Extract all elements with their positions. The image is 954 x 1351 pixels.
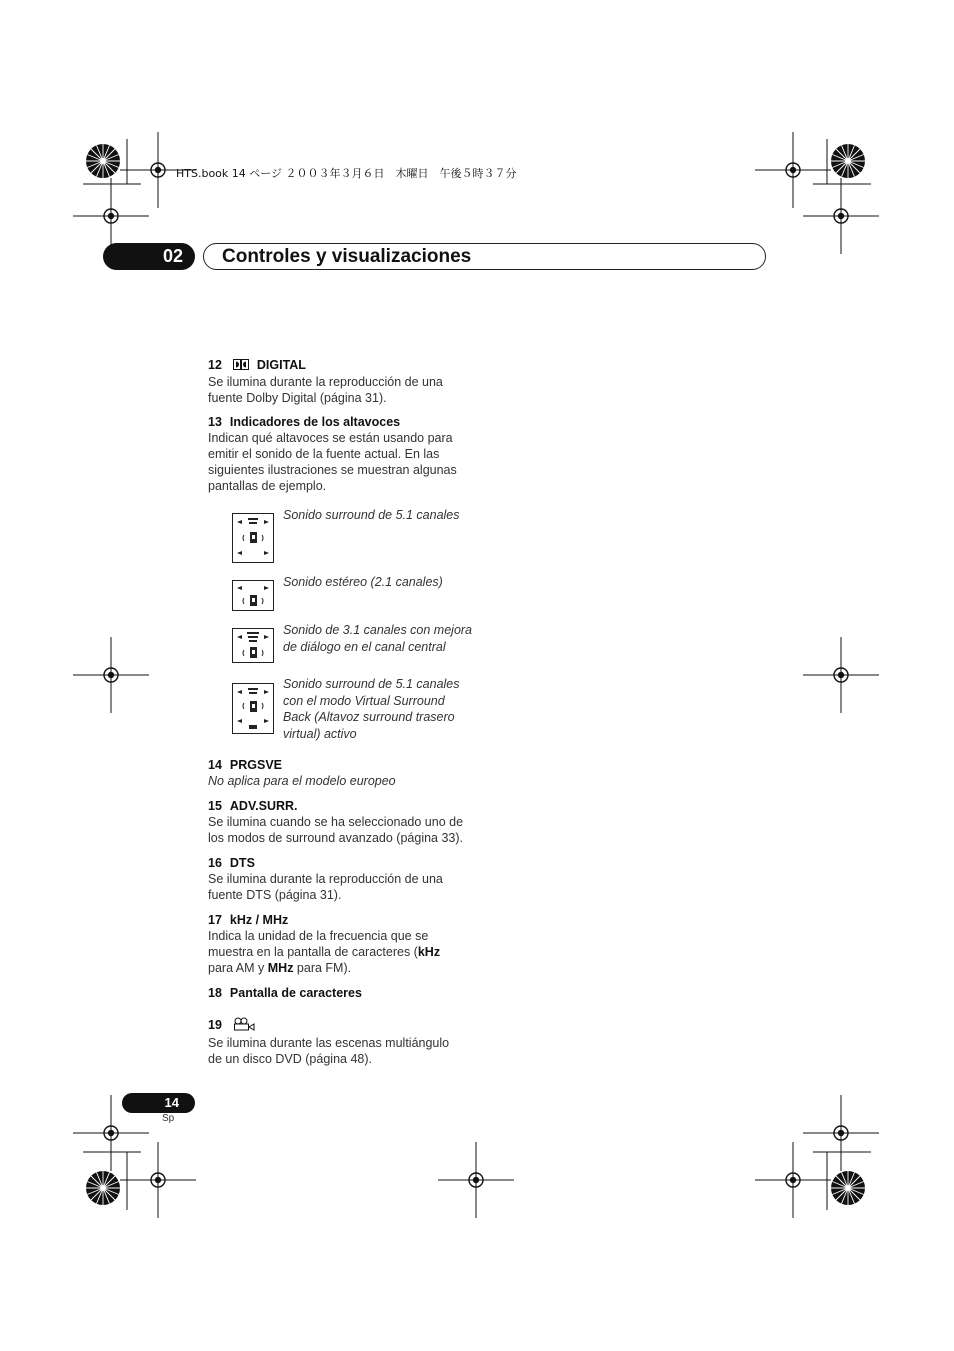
- language-code: Sp: [162, 1113, 175, 1124]
- page-number-badge: 14: [122, 1093, 195, 1113]
- caption-line: Sonido estéreo (2.1 canales): [283, 575, 443, 589]
- unit-khz: kHz: [417, 945, 441, 959]
- text-line: Se ilumina cuando se ha seleccionado uno de: [208, 815, 464, 829]
- item-13: [208, 414, 498, 494]
- item-18-title: Pantalla de caracteres: [229, 986, 362, 1000]
- item-15-desc: [208, 814, 508, 846]
- item-18-heading: [208, 985, 498, 1001]
- text-line: pantallas de ejemplo.: [208, 479, 327, 493]
- speaker-example-3-caption: [283, 622, 472, 655]
- item-14-heading: [208, 757, 498, 773]
- item-14-desc: No aplica para el modelo europeo: [208, 774, 396, 788]
- text-line: de un disco DVD (página 48).: [208, 1052, 372, 1066]
- text-line: Se ilumina durante la reproducción de una: [208, 872, 443, 886]
- text-line: fuente Dolby Digital (página 31).: [208, 391, 387, 405]
- item-14-title: PRGSVE: [229, 758, 283, 772]
- item-17-heading: [208, 912, 498, 928]
- text-span: muestra en la pantalla de caracteres (: [208, 945, 418, 959]
- caption-line: con el modo Virtual Surround: [283, 693, 445, 708]
- text-line: siguientes ilustraciones se muestran algunas: [208, 463, 457, 477]
- speaker-2-1-icon: [232, 580, 274, 616]
- item-16-title: DTS: [229, 856, 255, 870]
- item-12: [208, 357, 498, 406]
- speaker-example-4-caption: [283, 676, 460, 742]
- item-15-title: ADV.SURR.: [229, 799, 298, 813]
- chapter-number-badge: 02: [103, 243, 195, 270]
- item-number: 14: [208, 758, 222, 772]
- caption-line: de diálogo en el canal central: [283, 639, 446, 654]
- item-16: [208, 855, 498, 903]
- caption-line: virtual) activo: [283, 726, 357, 741]
- text-line: emitir el sonido de la fuente actual. En las: [208, 447, 440, 461]
- print-header-file-info: HTS.book 14 ページ ２００３年３月６日 木曜日 午後５時３７分: [176, 167, 517, 180]
- item-13-title: Indicadores de los altavoces: [229, 415, 401, 429]
- caption-line: Sonido surround de 5.1 canales: [283, 508, 460, 522]
- text-line: Indica la unidad de la frecuencia que se: [208, 929, 429, 943]
- item-19-heading: [208, 1017, 498, 1035]
- item-number: 12: [208, 358, 222, 372]
- item-17-desc: [208, 928, 498, 976]
- speaker-5-1-virtual-back-icon: [232, 683, 274, 739]
- text-line: fuente DTS (página 31).: [208, 888, 342, 902]
- chapter-title: Controles y visualizaciones: [222, 246, 472, 267]
- caption-line: Sonido surround de 5.1 canales: [283, 677, 460, 691]
- item-13-heading: [208, 414, 498, 430]
- speaker-example-2-caption: [283, 574, 443, 591]
- text-line: [208, 944, 498, 960]
- item-17-title: kHz / MHz: [229, 913, 289, 927]
- caption-line: Sonido de 3.1 canales con mejora: [283, 623, 473, 637]
- text-line: Se ilumina durante las escenas multiángulo: [208, 1036, 450, 1050]
- item-16-heading: [208, 855, 498, 871]
- text-line: Indican qué altavoces se están usando para: [208, 431, 453, 445]
- caption-line: Back (Altavoz surround trasero: [283, 710, 455, 725]
- angle-camera-icon: [233, 1017, 255, 1035]
- item-number: 19: [208, 1018, 222, 1032]
- item-12-desc: [208, 374, 498, 406]
- item-number: 15: [208, 799, 222, 813]
- item-number: 13: [208, 415, 222, 429]
- item-16-desc: [208, 871, 498, 903]
- item-19-desc: [208, 1035, 498, 1067]
- unit-mhz: MHz: [267, 961, 294, 975]
- text-line: [208, 960, 498, 976]
- item-15-heading: [208, 798, 508, 814]
- text-span: para AM y: [208, 961, 268, 975]
- speaker-example-1-caption: [283, 507, 460, 524]
- item-13-desc: [208, 430, 498, 494]
- item-number: 17: [208, 913, 222, 927]
- speaker-5-1-icon: [232, 513, 274, 568]
- item-number: 16: [208, 856, 222, 870]
- speaker-3-1-dialog-icon: [232, 628, 274, 668]
- text-line: Se ilumina durante la reproducción de una: [208, 375, 443, 389]
- dolby-double-d-icon: [233, 358, 249, 374]
- item-15: [208, 798, 508, 846]
- item-17: [208, 912, 498, 976]
- item-12-heading: [208, 357, 498, 374]
- text-line: los modos de surround avanzado (página 33).: [208, 831, 464, 845]
- item-18: [208, 985, 498, 1001]
- item-14: [208, 757, 498, 789]
- text-span: para FM).: [293, 961, 352, 975]
- item-number: 18: [208, 986, 222, 1000]
- item-12-title: DIGITAL: [256, 358, 306, 372]
- item-19: [208, 1017, 498, 1067]
